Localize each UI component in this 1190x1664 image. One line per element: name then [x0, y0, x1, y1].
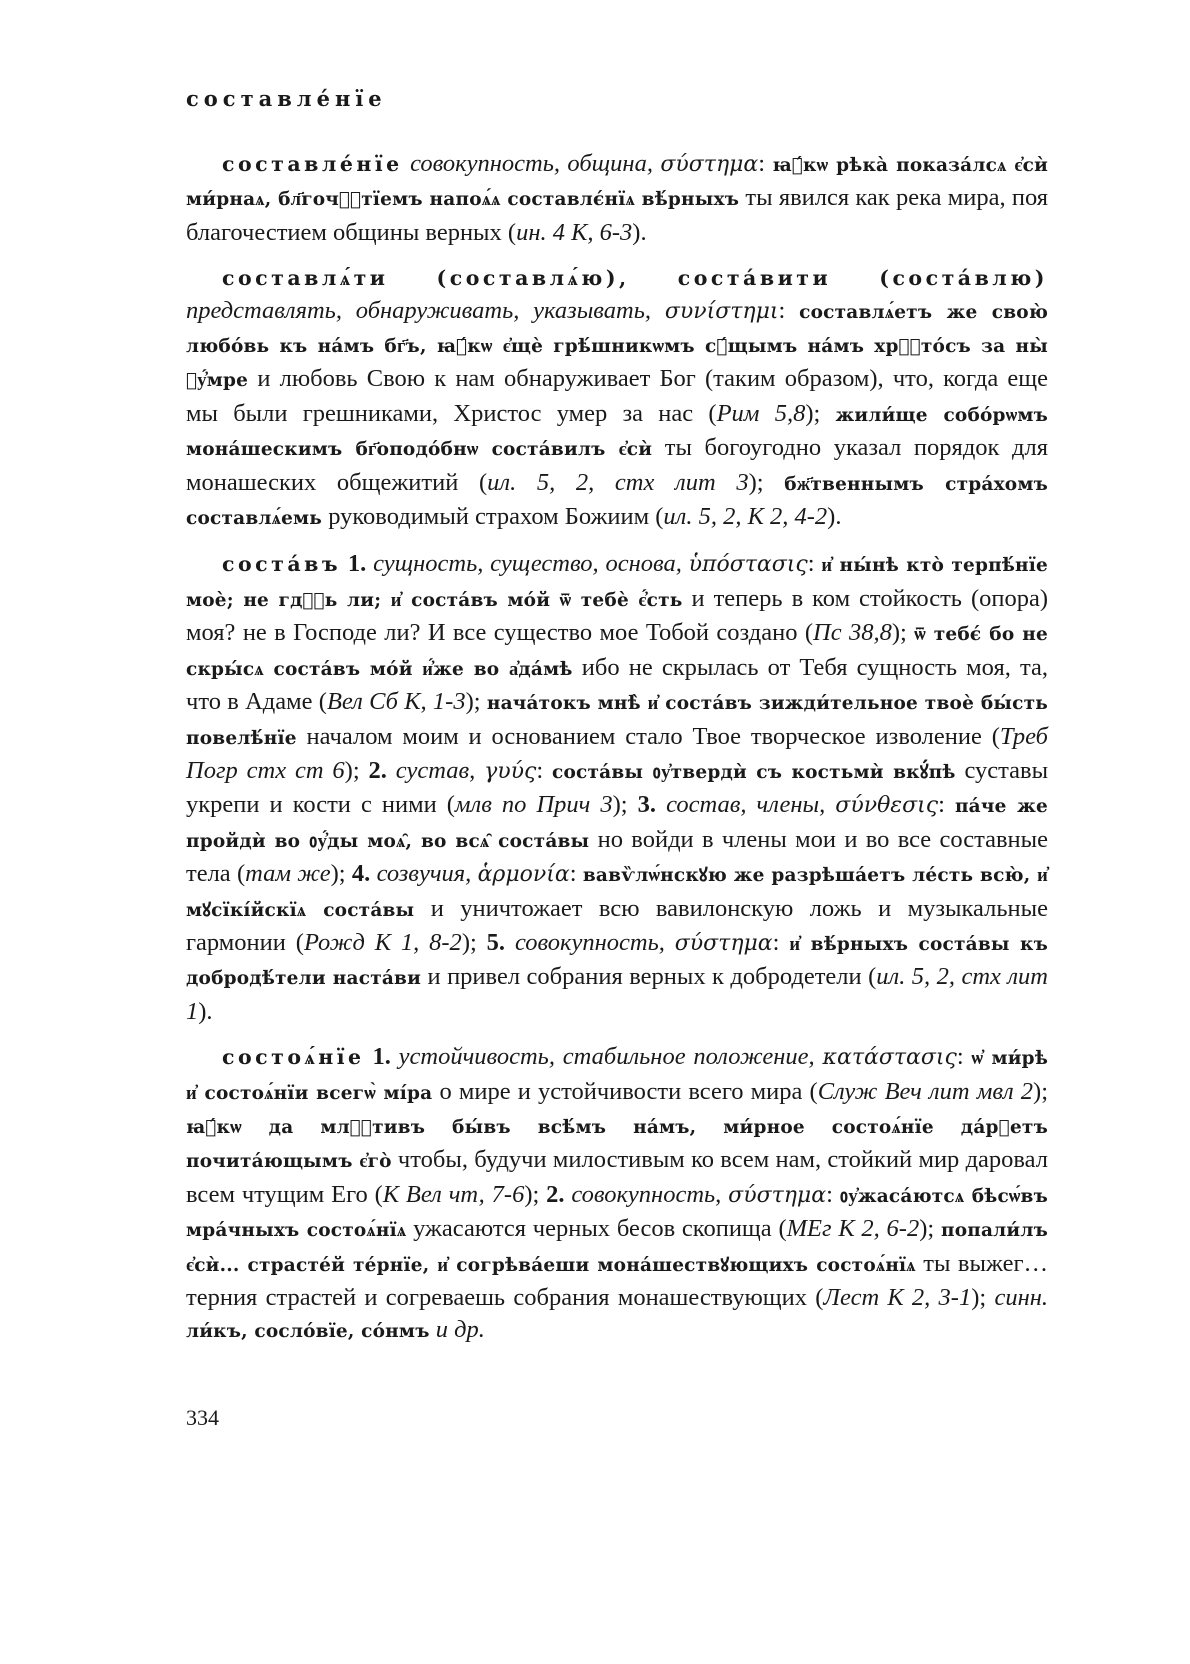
text-run: ). — [198, 997, 213, 1025]
italic-text: МЕг К 2, 6-2 — [786, 1215, 920, 1243]
slavonic-quote: ли́къ, сосло́вїе, со́нмъ — [186, 1321, 430, 1343]
greek-term: σύστημα — [728, 1182, 827, 1208]
slavonic-quote: па́че же пройдѝ во ᲂу҆́ды моѧ̑, во всѧ̑ соста́вы — [186, 796, 1048, 852]
italic-text: и др. — [435, 1316, 485, 1344]
text-run: ). — [827, 503, 842, 531]
slavonic-quote: ꙗ҆́кѡ да млⷭ҇тивъ бы́въ всѣ́мъ на́мъ, ми́рное состоѧ́нїе да́рꙋетъ почита́ющымъ є҆го̀ — [186, 1116, 1048, 1173]
italic-text: представлять, обнаруживать, указывать, — [186, 296, 651, 324]
text-run — [665, 929, 675, 956]
slavonic-quote: попали́лъ є҆сѝ... страсте́й те́рнїе, и҆ согрѣва́еши мона́шествꙋющихъ состоѧ́нїѧ — [186, 1220, 1048, 1276]
text-run — [651, 297, 665, 324]
headword: состáвъ — [222, 552, 342, 577]
italic-text: К Вел чт, 7-6 — [382, 1180, 525, 1208]
italic-text: ил. 5, 2, стх лит 1 — [186, 963, 1048, 1025]
text-run: : — [758, 150, 773, 177]
text-run: и привел собрания верных к добродетели ( — [421, 963, 877, 991]
text-run: ). — [632, 218, 647, 246]
italic-text: Служ Веч лит мвл 2 — [817, 1077, 1034, 1105]
entry-sostav — [186, 548, 1048, 1028]
text-run: : — [807, 550, 822, 578]
italic-text: ил. 5, 2, К 2, 4-2 — [663, 503, 828, 531]
text-run — [815, 1043, 823, 1070]
text-run: ); — [891, 619, 915, 647]
italic-text: устойчивость, стабильное положение, — [398, 1043, 815, 1071]
text-run: ); — [461, 928, 487, 956]
text-run — [656, 791, 666, 818]
text-run: : — [772, 928, 790, 956]
dictionary-page — [186, 84, 1048, 1644]
text-run: ); — [344, 756, 369, 784]
text-run: : — [956, 1043, 972, 1071]
running-head: составлéнїе — [186, 86, 387, 111]
text-run — [475, 757, 484, 784]
slavonic-quote: ꙗ҆́кѡ рѣка̀ показа́лсѧ є҆сѝ ми́рнаѧ, бл҃гочⷭ҇тїемъ напоѧ́ѧ составлє́нїѧ вѣ́рныхъ — [186, 155, 1049, 211]
slavonic-quote: составлѧ́етъ же свою̀ любо́вь къ на́мъ бг҃ъ, ꙗ҆́кѡ є҆щѐ грѣ́шникѡмъ сꙋ́щымъ на́мъ хрⷭ҇то́съ за ны̀ ᲂу҆́мре — [186, 301, 1048, 392]
text-run: ибо не скрылась от Тебя сущность моя, та, что в Адаме ( — [186, 653, 1048, 716]
italic-text: совокупность, — [571, 1180, 722, 1208]
text-run: и теперь в ком стойкость (опора) моя? не в Господе ли? И все существо мое Тобой создано ( — [186, 584, 1048, 647]
text-run — [682, 550, 689, 577]
text-run: о мире и устойчивости всего мира ( — [432, 1077, 818, 1105]
text-run: : — [938, 791, 955, 819]
italic-text: сущность, существо, основа, — [373, 550, 682, 578]
sense-number: 2. — [368, 756, 387, 784]
sense-number: 3. — [637, 791, 657, 819]
text-run: ты выжег… терния страстей и согреваешь собрания монашествующих ( — [186, 1249, 1048, 1311]
italic-text: состав, члены, — [666, 791, 826, 819]
slavonic-quote: и҆ ны́нѣ кто̀ терпѣ́нїе моѐ; не гдⷭ҇ь ли; и҆ соста́въ мо́й ѿ тебѐ є҆́сть — [186, 555, 1048, 611]
slavonic-quote: бж҃твеннымъ стра́хомъ составлѧ́емь — [186, 473, 1049, 530]
sense-number: 5. — [486, 928, 506, 956]
italic-text: Рим 5,8 — [716, 399, 806, 427]
greek-term: ἁρμονία — [477, 862, 570, 888]
text-run — [341, 550, 348, 577]
slavonic-quote: ѿ тебє́ бо не скры́сѧ соста́въ мо́й и҆́же во а҆да́мѣ — [186, 624, 1048, 680]
text-run: ); — [748, 468, 785, 496]
text-run: ); — [1033, 1077, 1049, 1105]
italic-text: синн. — [994, 1284, 1049, 1311]
greek-term: σύστημα — [674, 930, 773, 956]
italic-text: Вел Сб К, 1-3 — [326, 688, 466, 716]
slavonic-quote: соста́вы ᲂу҆твердѝ съ костьмѝ вкꙋ́пѣ — [552, 761, 956, 783]
text-run: ); — [330, 860, 352, 888]
text-run: ); — [805, 399, 836, 427]
sense-number: 2. — [546, 1180, 565, 1208]
sense-number: 4. — [351, 860, 371, 888]
text-run: ); — [971, 1284, 995, 1311]
text-run: ); — [919, 1215, 941, 1243]
sense-number: 1. — [372, 1043, 391, 1071]
text-run — [505, 929, 515, 956]
headword: составлѧ́ти (составлѧ́ю), состáвити (состáвлю) — [222, 266, 1048, 291]
text-run: : — [569, 860, 583, 888]
text-run — [825, 791, 835, 818]
sense-number: 1. — [347, 550, 367, 578]
text-run: суставы укрепи и кости с ними ( — [186, 756, 1049, 819]
text-run: : — [778, 296, 800, 324]
italic-text: млв по Прич 3 — [454, 791, 613, 819]
text-run: : — [826, 1180, 840, 1208]
entry-sostavlyati — [186, 262, 1048, 535]
slavonic-quote: ѡ҆ ми́рѣ и҆ состоѧ́нїи всегѡ̀ мі́ра — [186, 1048, 1049, 1104]
slavonic-quote: ᲂу҆жаса́ютсѧ бѣсѡ́въ мра́чныхъ состоѧ́нїѧ — [186, 1185, 1048, 1242]
entry-sostoyanie — [186, 1041, 1048, 1349]
headword: состоѧ́нїе — [222, 1045, 365, 1070]
italic-text: Лест К 2, 3-1 — [823, 1284, 972, 1311]
italic-text: там же — [245, 860, 331, 888]
text-run: ); — [612, 791, 638, 819]
slavonic-quote: нача́токъ мнѣ̀ и҆ соста́въ зижди́тельное твоѐ бы́сть повелѣ́нїе — [186, 693, 1048, 749]
greek-term: γυύς — [484, 758, 537, 784]
greek-term: ὑπόστασις — [688, 552, 808, 578]
greek-term: κατάστασις — [822, 1045, 957, 1071]
italic-text: созвучия, — [376, 860, 472, 888]
slavonic-quote: вавѷлѡ́нскꙋю же разрѣша́етъ ле́сть всю̀, и҆ мꙋсїкі́йскїѧ соста́вы — [186, 865, 1049, 921]
text-run: и уничтожает всю вавилонскую ложь и музыкальные гармонии ( — [186, 894, 1048, 956]
text-run: ты явился как река мира, поя благочестием общины верных ( — [186, 184, 1048, 246]
italic-text: ил. 5, 2, стх лит 3 — [487, 468, 749, 496]
italic-text: сустав, — [395, 756, 476, 784]
text-run: ); — [465, 688, 487, 716]
text-run — [391, 1043, 399, 1070]
text-run — [387, 757, 396, 784]
text-run: началом моим и основанием стало Твое творческое изволение ( — [296, 722, 1000, 750]
headword: составлéнїе — [222, 152, 403, 176]
greek-term: συνίστημι — [664, 298, 779, 324]
text-run: ужасаются черных бесов скопища ( — [406, 1215, 787, 1243]
text-run: но войди в члены мои и во все составные тела ( — [186, 825, 1048, 888]
text-run: ); — [524, 1180, 547, 1208]
slavonic-quote: и҆ вѣ́рныхъ соста́вы къ добродѣ́тели наста́ви — [186, 933, 1049, 990]
italic-text: совокупность, община, — [410, 150, 653, 177]
greek-term: σύνθεσις — [835, 793, 939, 819]
text-run: ты богоугодно указал порядок для монашеских общежитий ( — [186, 434, 1048, 496]
text-run: и любовь Свою к нам обнаруживает Бог (таким образом), что, когда еще мы были грешниками, Христос умер за нас ( — [186, 365, 1048, 427]
italic-text: Треб Погр стх ст 6 — [186, 722, 1048, 784]
italic-text: Пс 38,8 — [813, 619, 892, 647]
text-run: руководимый страхом Божиим ( — [322, 503, 664, 531]
italic-text: ин. 4 К, 6-3 — [516, 218, 633, 246]
entry-sostavlenie — [186, 148, 1048, 249]
italic-text: Рожд К 1, 8-2 — [303, 928, 462, 956]
slavonic-quote: жили́ще собо́рѡмъ мона́шескимъ бг҃оподо́бнѡ соста́вилъ є҆сѝ — [186, 404, 1048, 461]
text-run: чтобы, будучи милостивым ко всем нам, стойкий мир даровал всем чтущим Его ( — [186, 1146, 1048, 1208]
page-number: 334 — [186, 1405, 219, 1430]
italic-text: совокупность, — [514, 928, 665, 956]
greek-term: σύστημα — [660, 152, 759, 177]
text-run: : — [536, 756, 553, 784]
text-run — [403, 150, 410, 177]
